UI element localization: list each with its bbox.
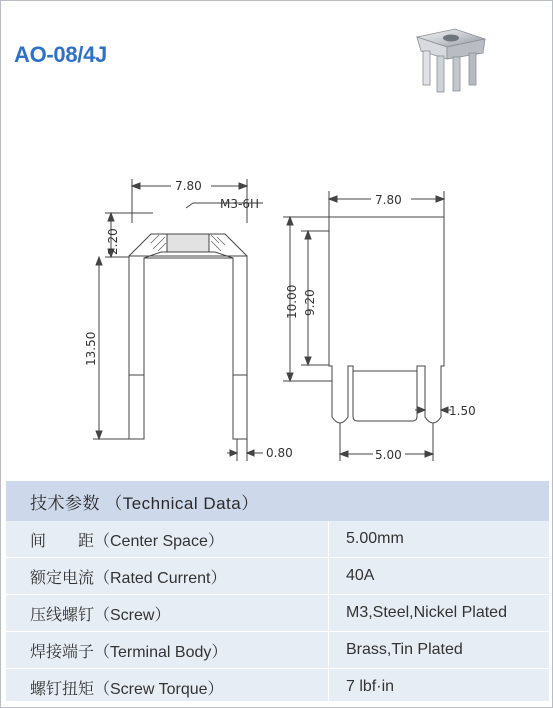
row-value: 40A — [346, 567, 375, 584]
inner-height-dim: 9.20 — [303, 289, 317, 316]
top-height-dim: 2.20 — [106, 228, 120, 255]
table-row — [6, 521, 549, 558]
product-photo — [411, 25, 491, 101]
front-width-dim: 7.80 — [375, 193, 402, 207]
table-header: 技术参数 （Technical Data） — [6, 481, 549, 521]
total-height-dim: 13.50 — [84, 331, 98, 366]
pin-pitch-dim: 5.00 — [375, 448, 402, 462]
table-row — [6, 558, 549, 595]
row-label: 间 距（Center Space） — [30, 532, 224, 550]
thread-label: M3-6H — [220, 197, 259, 211]
row-value: M3,Steel,Nickel Plated — [346, 604, 507, 621]
pin-width-dim: 1.50 — [449, 404, 476, 418]
row-label: 焊接端子（Terminal Body） — [30, 643, 228, 661]
body-height-dim: 10.00 — [285, 284, 299, 319]
product-title: AO-08/4J — [14, 42, 107, 67]
row-value: 7 lbf·in — [346, 678, 395, 695]
row-label: 螺钉扭矩（Screw Torque） — [30, 680, 224, 698]
table-row — [6, 595, 549, 632]
technical-drawing — [1, 161, 553, 466]
row-value: Brass,Tin Plated — [346, 641, 463, 658]
table-row — [6, 669, 549, 705]
row-label: 压线螺钉（Screw） — [30, 606, 171, 624]
thickness-dim: 0.80 — [266, 446, 293, 460]
table-row — [6, 632, 549, 669]
side-width-dim: 7.80 — [175, 179, 202, 193]
row-value: 5.00mm — [346, 530, 404, 547]
row-label: 额定电流（Rated Current） — [30, 569, 227, 587]
technical-data-table — [6, 481, 549, 701]
